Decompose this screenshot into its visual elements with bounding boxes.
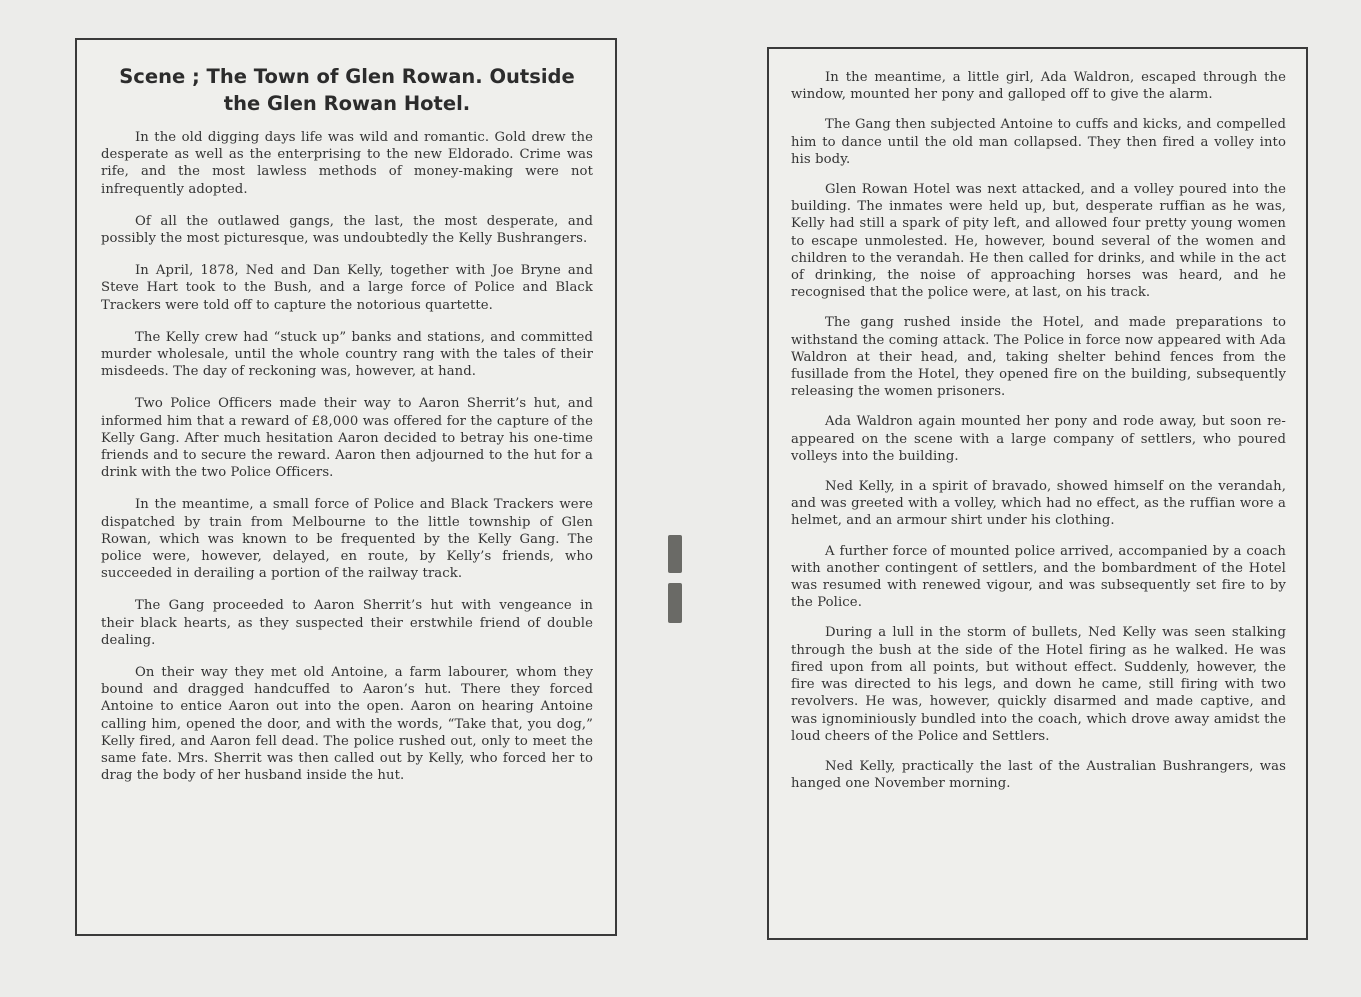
paragraph: A further force of mounted police arrived, accompanied by a coach with another contingent of settlers, and the bombardment of the Hotel was resumed with renewed vigour, and was subsequently set fire to by the Police. [791,543,1286,611]
paragraph: Two Police Officers made their way to Aaron Sherrit’s hut, and informed him that a reward of £8,000 was offered for the capture of the Kelly Gang. After much hesitation Aaron decided to betray his one-time friends and to secure the reward. Aaron then adjourned to the hut for a drink with the two Police Officers. [101,396,593,481]
left-page [75,38,617,936]
right-page [767,47,1308,940]
page-heading: Scene ; The Town of Glen Rowan. Outside the Glen Rowan Hotel. [119,65,575,115]
paragraph: Ada Waldron again mounted her pony and rode away, but soon re-appeared on the scene with a large company of settlers, who poured volleys into the building. [791,414,1286,464]
paragraph: The Gang proceeded to Aaron Sherrit’s hut with vengeance in their black hearts, as they suspected their erstwhile friend of double dealing. [101,598,593,648]
paragraph: Ned Kelly, practically the last of the Australian Bushrangers, was hanged one November morning. [791,758,1286,792]
paragraph: Of all the outlawed gangs, the last, the most desperate, and possibly the most picturesque, was undoubtedly the Kelly Bushrangers. [101,213,593,247]
paragraph: In April, 1878, Ned and Dan Kelly, together with Joe Bryne and Steve Hart took to the Bush, and a large force of Police and Black Trackers were told off to capture the notorious quartette. [101,263,593,313]
paragraph: Ned Kelly, in a spirit of bravado, showed himself on the verandah, and was greeted with a volley, which had no effect, as the ruffian wore a helmet, and an armour shirt under his clothing. [791,479,1286,529]
paragraph: In the old digging days life was wild and romantic. Gold drew the desperate as well as the enterprising to the new Eldorado. Crime was rife, and the most lawless methods of money-making were not infrequently adopted. [101,130,593,197]
fold-mark [668,583,682,623]
paragraph: On their way they met old Antoine, a farm labourer, whom they bound and dragged handcuffed to Aaron’s hut. There they forced Antoine to entice Aaron out into the open. Aaron on hearing Antoine calling him, opened the door, and with the words, “Take that, you dog,” Kelly fired, and Aaron fell dead. The police rushed out, only to meet the same fate. Mrs. Sherrit was then called out by Kelly, who forced her to drag the body of her husband inside the hut. [101,665,593,784]
paragraph: The Gang then subjected Antoine to cuffs and kicks, and compelled him to dance until the old man collapsed. They then fired a volley into his body. [791,117,1286,167]
paragraph: During a lull in the storm of bullets, Ned Kelly was seen stalking through the bush at the side of the Hotel firing as he walked. He was fired upon from all points, but without effect. Suddenly, however, the fire was directed to his legs, and down he came, still firing with two revolvers. He was, however, quickly disarmed and made captive, and was ignominiously bundled into the coach, which drove away amidst the loud cheers of the Police and Settlers. [791,625,1286,744]
paragraph: The gang rushed inside the Hotel, and made preparations to withstand the coming attack. The Police in force now appeared with Ada Waldron at their head, and, taking shelter behind fences from the fusillade from the Hotel, they opened fire on the building, subsequently releasing the women prisoners. [791,315,1286,400]
paragraph: In the meantime, a small force of Police and Black Trackers were dispatched by train from Melbourne to the little township of Glen Rowan, which was known to be frequented by the Kelly Gang. The police were, however, delayed, en route, by Kelly’s friends, who succeeded in derailing a portion of the railway track. [101,497,593,582]
fold-mark [668,535,682,573]
paragraph: The Kelly crew had “stuck up” banks and stations, and committed murder wholesale, until the whole country rang with the tales of their misdeeds. The day of reckoning was, however, at hand. [101,329,593,380]
paragraph: Glen Rowan Hotel was next attacked, and a volley poured into the building. The inmates were held up, but, desperate ruffian as he was, Kelly had still a spark of pity left, and allowed four pretty young women to escape unmolested. He, however, bound several of the women and children to the verandah. He then called for drinks, and while in the act of drinking, the noise of approaching horses was heard, and he recognised that the police were, at last, on his track. [791,182,1286,301]
paragraph: In the meantime, a little girl, Ada Waldron, escaped through the window, mounted her pony and galloped off to give the alarm. [791,70,1286,103]
